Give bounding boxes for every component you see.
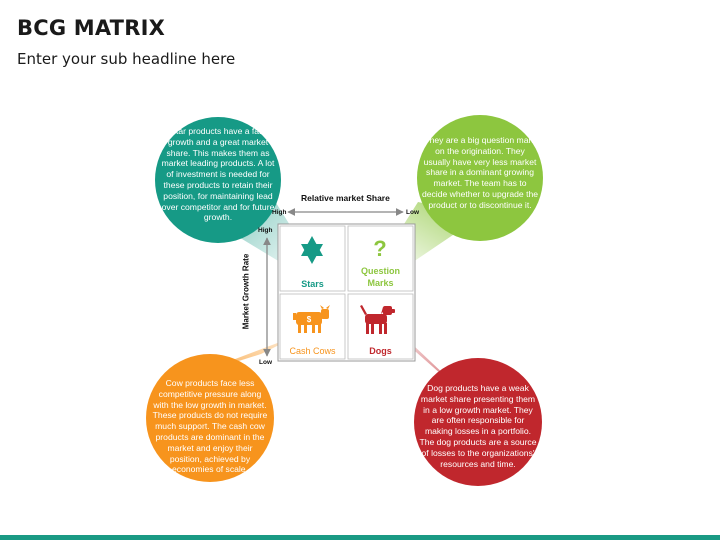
text-line: Dog products have a weak: [427, 383, 529, 393]
text-line: share. This makes them as: [166, 147, 270, 158]
text-line: These products do not require: [152, 410, 268, 421]
text-line: much support. The cash cow: [155, 421, 265, 432]
text-line: resources and time.: [440, 458, 516, 469]
text-line: growth and a great market: [167, 136, 269, 147]
text-line: growth.: [203, 212, 233, 223]
y-axis-high-label: High: [258, 227, 273, 234]
question-marks-label-line1: Question: [360, 266, 400, 276]
text-line: The dog products are a source: [419, 436, 537, 447]
page-title: BCG MATRIX: [17, 16, 165, 40]
text-line: usually have very less market: [423, 156, 537, 167]
text-line: Star products have a fast: [170, 126, 266, 136]
text-line: decide whether to upgrade the: [421, 188, 539, 199]
text-line: market and enjoy their: [167, 442, 253, 453]
question-mark-icon: ?: [373, 236, 387, 261]
text-line: of losses to the organizations': [421, 447, 535, 458]
text-line: are often responsible for: [431, 415, 525, 426]
text-line: of investment is needed for: [166, 169, 270, 180]
footer-bar: [0, 535, 720, 540]
y-axis-low-label: Low: [259, 359, 272, 366]
text-line: product or to discontinue it.: [428, 199, 532, 210]
x-axis-label: Relative market Share: [301, 193, 390, 203]
x-axis-high-label: High: [272, 209, 287, 216]
text-line: in a low growth market. They: [423, 404, 533, 415]
dogs-label: Dogs: [369, 346, 392, 356]
text-line: economies of scale.: [172, 464, 248, 475]
stars-label: Stars: [301, 279, 324, 289]
text-line: share in a dominant growing: [426, 167, 534, 178]
text-line: They are a big question mark: [424, 135, 536, 145]
text-line: market. The team has to: [433, 178, 527, 189]
text-line: market leading products. A lot: [161, 158, 275, 169]
page-subtitle: Enter your sub headline here: [17, 50, 236, 68]
dogs-description: [418, 383, 538, 469]
stars-description: [158, 126, 278, 223]
question-marks-label-line2: Marks: [367, 278, 394, 288]
text-line: position, achieved by: [169, 453, 251, 464]
text-line: Cow products face less: [165, 378, 255, 388]
text-line: over competitor and for future: [161, 201, 275, 212]
text-line: market share presenting them: [420, 393, 536, 404]
question-marks-description: [420, 135, 540, 211]
text-line: on the origination. They: [435, 145, 525, 156]
text-line: with the low growth in market.: [153, 399, 267, 410]
svg-text:$: $: [306, 315, 312, 324]
cash-cows-description: [150, 378, 270, 475]
y-axis-label: Market Growth Rate: [241, 253, 251, 330]
question-marks-label: [348, 265, 413, 289]
text-line: these products to retain their: [163, 179, 273, 190]
text-line: products are dominant in the: [155, 431, 265, 442]
text-line: making losses in a portfolio.: [424, 426, 532, 437]
cash-cows-label: Cash Cows: [289, 346, 336, 356]
text-line: position, for maintaining lead: [163, 190, 273, 201]
x-axis-low-label: Low: [406, 209, 419, 216]
text-line: competitive pressure along: [158, 388, 262, 399]
